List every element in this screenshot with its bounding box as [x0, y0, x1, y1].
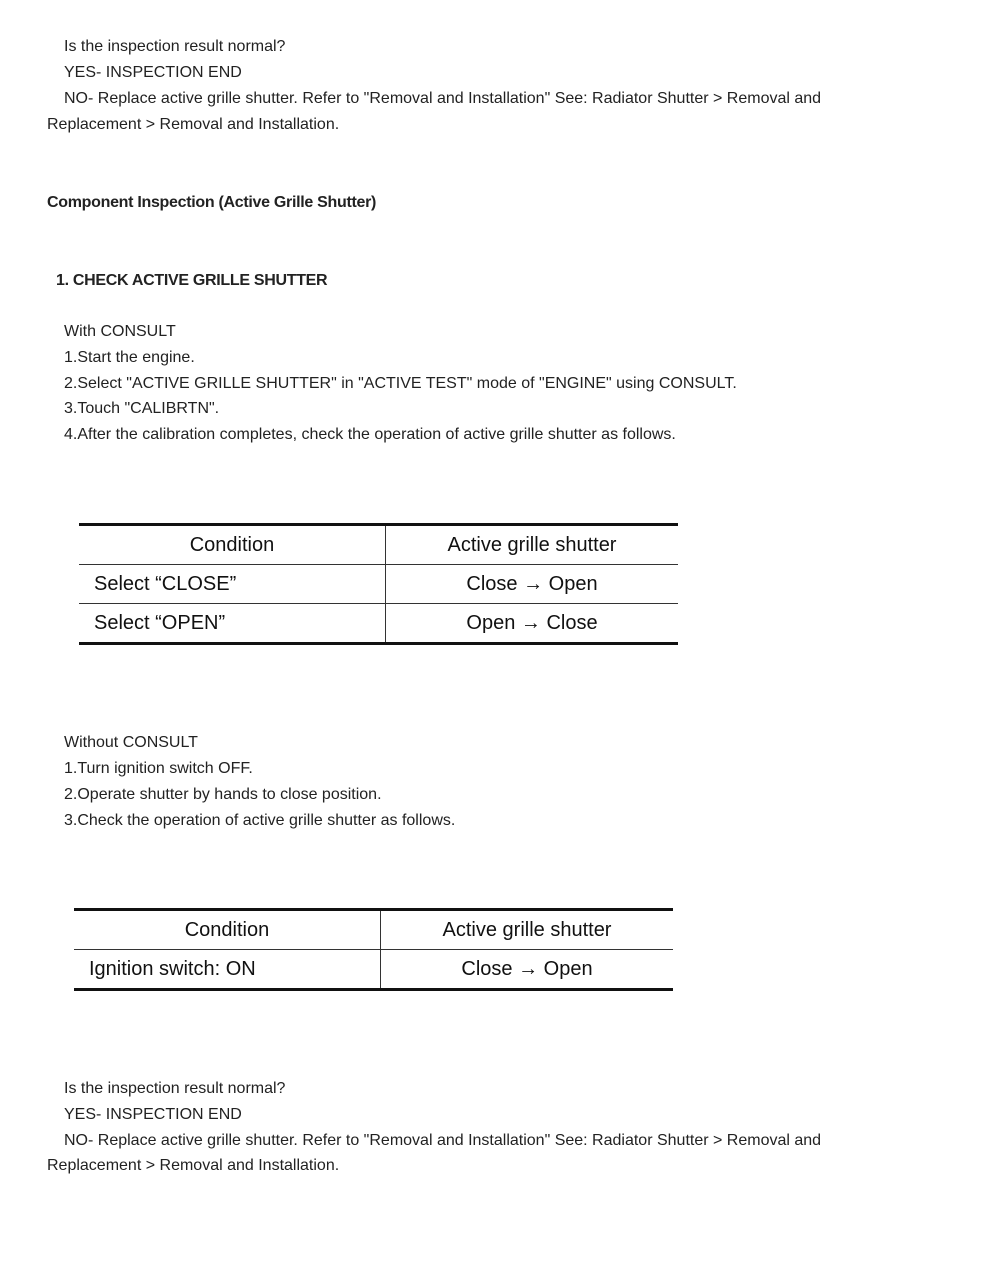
header-shutter: Active grille shutter: [447, 533, 617, 556]
section-title: Component Inspection (Active Grille Shutter): [47, 194, 377, 211]
header-condition: Condition: [74, 910, 381, 950]
with-consult-step: 2.Select "ACTIVE GRILLE SHUTTER" in "ACTIVE TEST" mode of "ENGINE" using CONSULT.: [64, 375, 737, 392]
without-consult-step: 2.Operate shutter by hands to close position.: [64, 786, 382, 803]
table-header-row: [79, 525, 678, 565]
result-yes: YES- INSPECTION END: [64, 1106, 242, 1123]
consult-result-table: [79, 523, 678, 645]
with-consult-step: 3.Touch "CALIBRTN".: [64, 400, 220, 417]
result-question: Is the inspection result normal?: [64, 38, 286, 55]
cell-shutter: Close → Open: [381, 950, 674, 990]
cell-condition: Ignition switch: ON: [74, 950, 381, 990]
result-no-cont: Replacement > Removal and Installation.: [47, 1157, 340, 1174]
result-question: Is the inspection result normal?: [64, 1080, 286, 1097]
header-condition: Condition: [79, 525, 386, 565]
cell-shutter: Open → Close: [386, 604, 679, 644]
with-consult-step: 4.After the calibration completes, check the operation of active grille shutter as follows.: [64, 426, 676, 443]
result-no: NO- Replace active grille shutter. Refer to "Removal and Installation" See: Radiator Shutter > Removal and: [64, 90, 822, 107]
with-consult-step: 1.Start the engine.: [64, 349, 195, 366]
result-yes: YES- INSPECTION END: [64, 64, 242, 81]
without-consult-step: 1.Turn ignition switch OFF.: [64, 760, 253, 777]
cell-condition: Select “CLOSE”: [79, 565, 386, 604]
table-row: [74, 950, 673, 990]
table-row: [79, 565, 678, 604]
with-consult-heading: With CONSULT: [64, 323, 176, 340]
cell-shutter: Close → Open: [386, 565, 679, 604]
without-consult-step: 3.Check the operation of active grille shutter as follows.: [64, 812, 456, 829]
result-no: NO- Replace active grille shutter. Refer to "Removal and Installation" See: Radiator Shutter > Removal and: [64, 1132, 822, 1149]
table-row: [79, 604, 678, 644]
without-consult-heading: Without CONSULT: [64, 734, 198, 751]
header-shutter: Active grille shutter: [442, 918, 612, 941]
step-title: 1. CHECK ACTIVE GRILLE SHUTTER: [56, 272, 328, 289]
result-no-cont: Replacement > Removal and Installation.: [47, 116, 340, 133]
table-header-row: [74, 910, 673, 950]
manual-result-table: [74, 908, 673, 991]
cell-condition: Select “OPEN”: [79, 604, 386, 644]
